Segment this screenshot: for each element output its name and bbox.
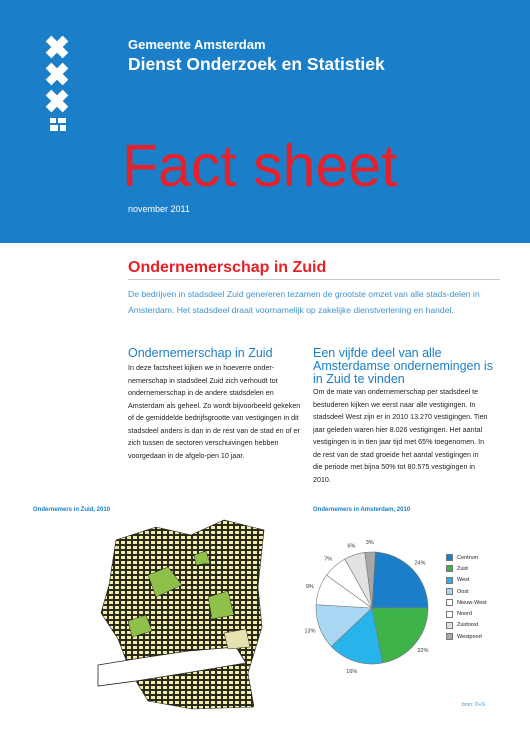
department-name: Dienst Onderzoek en Statistiek bbox=[128, 54, 385, 74]
source-note: bron: O+S bbox=[462, 702, 485, 708]
legend-swatch bbox=[446, 611, 453, 618]
district-map bbox=[96, 515, 266, 710]
legend-label: Westpoort bbox=[457, 633, 482, 640]
legend-label: Zuidoost bbox=[457, 622, 479, 629]
map-caption: Ondernemers in Zuid, 2010 bbox=[33, 507, 111, 513]
chart-caption: Ondernemers in Amsterdam, 2010 bbox=[313, 507, 411, 513]
legend-item bbox=[446, 597, 487, 608]
legend-label: Zuid bbox=[457, 565, 468, 572]
legend-swatch bbox=[446, 622, 453, 629]
pie-label-west: 16% bbox=[346, 668, 358, 673]
pie-label-oost: 13% bbox=[304, 628, 316, 635]
pie-label-westpoort: 3% bbox=[365, 540, 374, 547]
legend-swatch bbox=[446, 554, 453, 561]
title-divider bbox=[128, 279, 500, 280]
legend-item bbox=[446, 620, 487, 631]
chart-legend bbox=[446, 552, 487, 642]
left-column-heading: Ondernemerschap in Zuid bbox=[128, 346, 273, 360]
legend-label: Noord bbox=[457, 611, 472, 618]
doc-date: november 2011 bbox=[128, 204, 190, 214]
legend-swatch bbox=[446, 599, 453, 606]
legend-item bbox=[446, 631, 487, 642]
pie-label-noord: 7% bbox=[324, 556, 333, 563]
legend-item bbox=[446, 552, 487, 563]
legend-swatch bbox=[446, 565, 453, 572]
legend-item bbox=[446, 563, 487, 574]
legend-item bbox=[446, 608, 487, 619]
article-title: Ondernemerschap in Zuid bbox=[128, 259, 327, 276]
left-column-body: In deze factsheet kijken we in hoeverre onder-nemerschap in stadsdeel Zuid zich verhoudt tot ondernemerschap in de andere stadsdelen en Amsterdam als geheel. Zo wordt bijvoorbeeld gekeken of de gemiddelde bedrijfsgrootte van vestigingen in dit stadsdeel anders is dan in de rest van de stad en of er zich tussen de sectoren verschuivingen hebben voorgedaan in de afgelo-pen 10 jaar. bbox=[128, 364, 301, 460]
pie-label-zuid: 22% bbox=[417, 647, 429, 654]
doc-title: Fact sheet bbox=[122, 133, 398, 199]
pie-label-zuidoost: 6% bbox=[347, 543, 356, 550]
legend-swatch bbox=[446, 588, 453, 595]
legend-label: Nieuw-West bbox=[457, 599, 487, 606]
article-intro: De bedrijven in stadsdeel Zuid genereren tezamen de grootste omzet van alle stads-delen in Amsterdam. Het stadsdeel draait voornamelijk op zakelijke dienstverlening en handel. bbox=[128, 289, 480, 316]
legend-label: Oost bbox=[457, 588, 469, 595]
right-column-body: Om de mate van ondernemerschap per stadsdeel te bestuderen kijken we eerst naar alle vestigingen. In stadsdeel West zijn er in 2010 13.270 vestigingen. Tien jaar geleden waren hier 8.026 vestigingen. Het aantal vestigingen is in tien jaar tijd met 65% toegenomen. In de rest van de stad groeide het aantal vestigingen in die periode met bijna 50% tot 80.575 vestigingen in 2010. bbox=[313, 388, 488, 484]
pie-label-nieuw-west: 9% bbox=[305, 583, 314, 590]
legend-item bbox=[446, 575, 487, 586]
org-name: Gemeente Amsterdam bbox=[128, 37, 266, 52]
header-banner bbox=[0, 0, 530, 243]
amsterdam-crosses-logo bbox=[44, 34, 74, 144]
legend-item bbox=[446, 586, 487, 597]
right-column-heading: Een vijfde deel van alle Amsterdamse ondernemingen is in Zuid te vinden bbox=[313, 346, 493, 386]
pie-label-centrum: 24% bbox=[414, 560, 426, 567]
legend-swatch bbox=[446, 577, 453, 584]
legend-swatch bbox=[446, 633, 453, 640]
legend-label: West bbox=[457, 577, 470, 584]
legend-label: Centrum bbox=[457, 554, 479, 561]
pie-chart bbox=[292, 538, 442, 673]
